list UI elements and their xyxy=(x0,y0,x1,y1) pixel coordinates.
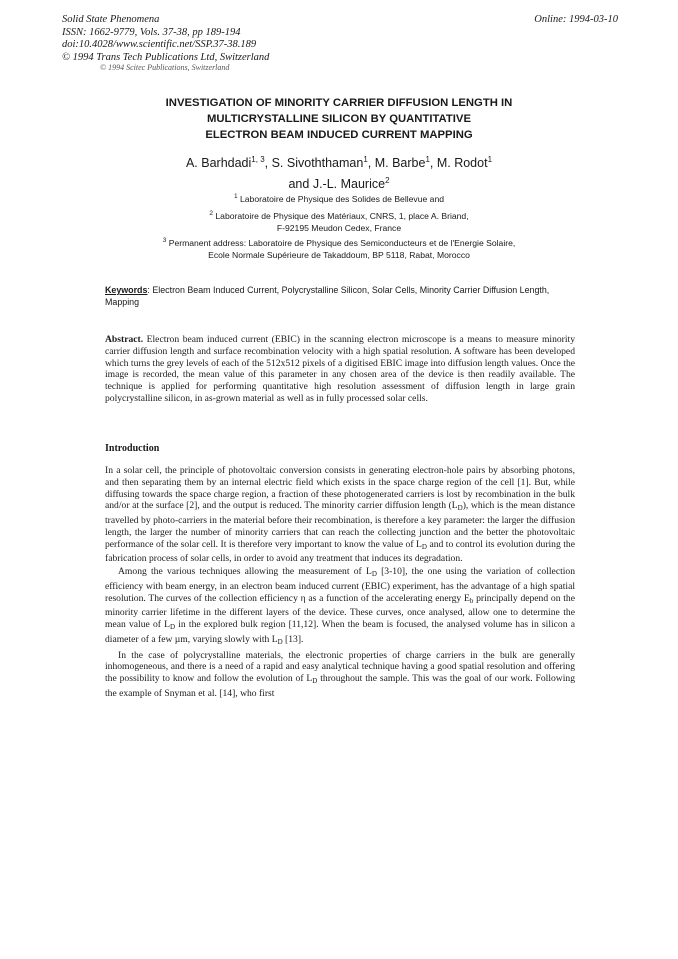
author-affil-mark: 1 xyxy=(487,155,493,164)
subscript: D xyxy=(170,623,176,631)
affiliation-number: 2 xyxy=(209,210,214,217)
text-run: Among the various techniques allowing the measurement of L xyxy=(118,566,372,577)
author-affil-mark: 1 xyxy=(363,155,368,164)
abstract xyxy=(105,334,575,405)
doi-line: doi:10.4028/www.scientific.net/SSP.37-38.189 xyxy=(62,39,257,51)
subscript: D xyxy=(457,504,463,513)
paragraph xyxy=(105,465,575,565)
author-name: M. Barbe xyxy=(374,156,426,171)
introduction-body xyxy=(105,465,575,700)
affiliation-1 xyxy=(0,191,678,205)
title-line-2: MULTICRYSTALLINE SILICON BY QUANTITATIVE xyxy=(206,113,471,125)
affiliation-text: F-92195 Meudon Cedex, France xyxy=(276,222,402,233)
author-name: S. Sivoththaman xyxy=(271,156,364,171)
author-name: J.-L. Maurice xyxy=(312,177,386,192)
text-run: [3-10], the one using the variation of collection efficiency with beam energy, in an electron beam induced current (EBIC) experiment, has the advantage of a high spatial resolution. The curves of the collection efficiency η as a function of the accelerating energy E xyxy=(105,566,575,604)
paragraph xyxy=(105,566,575,649)
subscript: b xyxy=(469,596,474,605)
author-affil-mark: 2 xyxy=(385,176,390,186)
keywords-label: Keywords xyxy=(105,285,148,295)
author-conjunction: and xyxy=(288,177,310,192)
text-run: and to control its evolution during the fabrication process of solar cells, in order to avoid any treatment that induces its degradation. xyxy=(105,538,575,565)
online-date: Online: 1994-03-10 xyxy=(534,14,618,25)
affiliation-text: Permanent address: Laboratoire de Physique des Semiconducteurs et de l'Energie Solaire, xyxy=(168,237,516,248)
text-run: [13]. xyxy=(282,633,304,645)
author-affil-mark: 1, 3 xyxy=(251,155,265,164)
paragraph xyxy=(105,650,575,700)
affiliation-text: Laboratoire de Physique des Matériaux, CNRS, 1, place A. Briand, xyxy=(215,210,469,221)
section-heading-introduction: Introduction xyxy=(105,443,160,454)
text-run: ), which is the mean distance travelled by photo-carriers in the material before their recombination, is therefore a key parameter: the larger the diffusion length, the larger the number of minority carriers that can reach the collecting junction and the better the photovoltaic performance of the solar cell. It is therefore very important to know the value of L xyxy=(105,500,575,550)
copyright-line: © 1994 Trans Tech Publications Ltd, Switzerland xyxy=(62,51,270,63)
author-list xyxy=(0,151,678,193)
keywords-text: : Electron Beam Induced Current, Polycrystalline Silicon, Solar Cells, Minority Carrier Diffusion Length, Mapping xyxy=(105,285,550,307)
author-line-1: A. Barhdadi$^{1, 3}$, S. Sivoththaman$^1$, M. Barbe$^1$, M. Rodot$^1$ xyxy=(185,155,493,171)
affiliation-number: 1 xyxy=(233,193,238,200)
affiliation-text: Ecole Normale Supérieure de Takaddoum, BP 5118, Rabat, Morocco xyxy=(208,249,470,260)
affiliation-text: Laboratoire de Physique des Solides de Bellevue and xyxy=(240,193,445,204)
keywords xyxy=(105,284,575,308)
subscript: D xyxy=(371,570,377,578)
affiliation-2 xyxy=(0,208,678,234)
text-run: in the explored bulk region [11,12]. When the beam is focused, the analysed volume has in silicon a diameter of a few µm, varying slowly with L xyxy=(105,619,575,645)
paper-title xyxy=(0,95,678,143)
subscript: D xyxy=(421,542,427,551)
author-name: M. Rodot xyxy=(436,156,488,171)
author-name: A. Barhdadi xyxy=(185,156,252,171)
title-line-1: INVESTIGATION OF MINORITY CARRIER DIFFUSION LENGTH IN xyxy=(165,97,513,109)
text-run: principally depend on the minority carrier lifetime in the different layers of the device. These curves, once analysed, allow one to determine the mean value of L xyxy=(105,592,575,630)
journal-name: Solid State Phenomena xyxy=(62,14,160,25)
title-line-3: ELECTRON BEAM INDUCED CURRENT MAPPING xyxy=(205,129,473,141)
issn-line: ISSN: 1662-9779, Vols. 37-38, pp 189-194 xyxy=(62,26,241,38)
faint-copyright: © 1994 Scitec Publications, Switzerland xyxy=(100,63,230,72)
text-run: In a solar cell, the principle of photovoltaic conversion consists in generating electron-hole pairs by absorbing photons, and then separating them by an internal electric field which exists in the space charge region of the cell [1]. But, while diffusing towards the space charge region, a fraction of these photogenerated carriers is lost by recombination in the bulk and/or at the surface [2], and the output is reduced. The minority carrier diffusion length (L xyxy=(105,465,575,512)
text-run: throughout the sample. This was the goal of our work. Following the example of Snyman et al. [14], who first xyxy=(105,673,575,699)
affiliation-number: 3 xyxy=(162,237,167,244)
author-affil-mark: 1 xyxy=(425,155,430,164)
abstract-label: Abstract. xyxy=(105,334,144,345)
text-run: In the case of polycrystalline materials, the electronic properties of charge carriers in the bulk are generally inhomogeneous, and there is a need of a rapid and easy analytical technique having a good spatial resolution and offering the possibility to know and follow the evolution of L xyxy=(105,649,575,684)
journal-header xyxy=(62,14,269,64)
affiliation-3 xyxy=(0,235,678,261)
abstract-text: Electron beam induced current (EBIC) in the scanning electron microscope is a means to measure minority carrier diffusion length and surface recombination velocity with a high spatial resolution. A software has been developed which turns the grey levels of each of the 512x512 pixels of a digitised EBIC image into diffusion length values. Once the image is recorded, the mean value of this parameter in any chosen area of the device is then readily available. The technique is applied for performing quantitative high resolution assessment of diffusion length in large grain polycrystalline silicon, in as-grown material as well as in fully processed solar cells. xyxy=(105,334,575,404)
subscript: D xyxy=(312,677,318,685)
subscript: D xyxy=(277,637,283,646)
